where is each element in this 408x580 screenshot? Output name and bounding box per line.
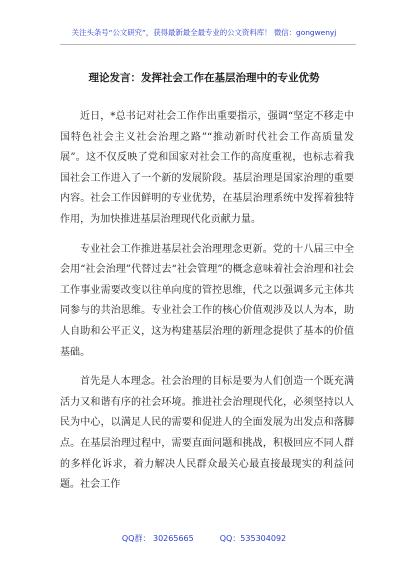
footer-qq-number: QQ：535304092 bbox=[219, 534, 287, 543]
header-divider bbox=[60, 44, 356, 45]
paragraph-2: 专业社会工作推进基层社会治理理念更新。党的十八届三中全会用“社会治理”代替过去“社会管理”的概念意味着社会治理和社会工作事业需要改变以往单向度的管控思维，代之以强调多元主体共同参与的共治思维。专业社会工作的核心价值观涉及以人为本，助人自助和公平正义，这为构建基层治理的新理念提供了基本的价值基础。 bbox=[60, 243, 354, 358]
header-banner: 关注头条号“公文研究”，获得最新最全最专业的公文资料库！ 微信：gongwenyj bbox=[71, 28, 337, 37]
footer-qq-group: QQ群： 30265665 bbox=[121, 534, 194, 543]
document-body bbox=[60, 107, 354, 505]
footer-contact bbox=[0, 533, 408, 544]
paragraph-3: 首先是人本理念。社会治理的目标是要为人们创造一个既充满活力又和谐有序的社会环境。推进社会治理现代化，必须坚持以人民为中心，以满足人民的需要和促进人的全面发展为出发点和落脚点。在基层治理过程中，需要直面问题和挑战，积极回应不同人群的多样化诉求，着力解决人民群众最关心最直接最现实的利益问题。社会工作 bbox=[60, 376, 354, 491]
paragraph-1: 近日，*总书记对社会工作作出重要指示，强调“坚定不移走中国特色社会主义社会治理之路”“推动新时代社会工作高质量发展”。这不仅反映了党和国家对社会工作的高度重视，也标志着我国社会工作进入了一个新的发展阶段。基层治理是国家治理的重要内容。社会工作因鲜明的专业优势，在基层治理系统中发挥着独特作用，为加快推进基层治理现代化贡献力量。 bbox=[60, 111, 354, 225]
document-title: 理论发言：发挥社会工作在基层治理中的专业优势 bbox=[88, 72, 320, 84]
